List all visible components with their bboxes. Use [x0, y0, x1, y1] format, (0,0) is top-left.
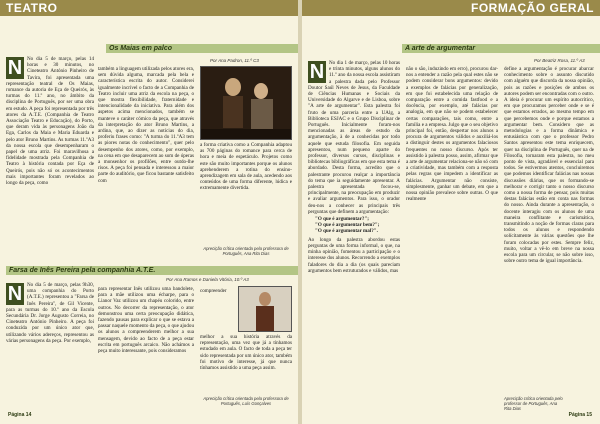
right-page: [302, 0, 600, 424]
article-column-1: N No dia 1 de março, pelas 10 horas e trinta minutos, alguns alunos do 11.º ano da nossa escola assistiram a palestra dada pelo Professor Doutor Saúl Neves de Jesus, da Faculdade de Ciências Humanas e Sociais da Universidade do Algarve e de Lisboa, sobre "A arte de argumentar". Esta palestra foi fruto de uma parceria entre a UAlg, a Biblioteca ESJAC e o Grupo Disciplinar de Português. Inicialmente foram-nos mencionadas as áreas de estudo da argumentação, à de a conhecidas por todo aquele que estuda filosofia. Em seguida apresentou, num pequeno aparte do professor, diversos cursos, disciplinas e bibliotecas bibliográficas em que esta tema é abordado. Desta forma, acredito que o palestrante procurou realçar a importância do tema que ia seguidamente apresentar. A palestra apresentada focou-se, principalmente, na preocupação em produzir e avaliar argumentos. Para isso, o orador deu-nos a conhecer as principais três perguntas que definem a argumentação: • "O que é argumentar?"; • "O que é argumentar bem?"; • "O que é argumentar mal?". Ao longo da palestra abordou estas perguntas de uma forma informal, o que, na minha opinião, fomentou a participação e o interesse dos alunos. Recorrendo a exemplos faladores do dia a dia (os quais pareciam argumentos bem estruturados e válidos, mas: [308, 60, 400, 416]
article-caption-right: Aprecição crítica orientada pelo professor de Português, Ana Rita Dias: [504, 396, 563, 411]
article-author-right: Por Beatriz Rosa, 11.º A3: [534, 58, 585, 63]
article-title-arte-argumentar: A arte de argumentar: [402, 44, 600, 53]
article1-caption: Aprecição crítica orientada pela professora de Português, Ana Rita Dias: [203, 246, 289, 256]
article-column-2: não o são, induzindo em erro), procurou dar-nos a entender a razão pela qual estes não se podem considerar bons argumentos: devido a exemplos de falácias por generalização, em que foi estabelecida uma relação de comparação entre a comida fastfood e a docência, por exemplo, até falácias por analogia, em que não se podem estabelecer certas comparações, tais como, entre a família e a empresa. Julgo que o seu objetivo principal foi, então, despertar nos alunos a procura de argumentos válidos e auxiliá-los a distinguir destes os argumentos falaciosos frequentes no nosso discurso. Após ter assistido à palestra posso, assim, afirmar que a arte de argumentar relaciona-se não só com a criatividade, mas também com a resposta pelas regras que impedem a identificar as falácias. Argumentar não consiste, simplesmente, ganhar um debate, em que a nossa opinião prevalece sobre outras. O que realmente: [406, 66, 498, 203]
article2-column-3a: [200, 304, 236, 334]
page-number-left: Página 14: [8, 412, 32, 418]
drop-cap-2: N: [7, 283, 23, 305]
article2-column-1: N No dia 5 de março, pelas 9h30, uma companhia do Porto (A.T.E.) representou a "Farsa de Inês Pereira", de Gil Vicente, para as turmas do 10.º ano da Escola Secundária Dr. Jorge Augusto Correia, no Cineteatro António Pinheiro. A peça foi conduzida por um único ator que, utilizando vários adereços, representou as várias personagens da peça. Por exemplo,: [6, 282, 94, 344]
article-column-3: define a argumentação é procurar abarcar conhecimento sobre o assunto discutido com alguém que discorda da nossa opinião, pois as razões e posições de ambos os autores podem ser encontradas com o outro. A ideia é procurar um espírito autocrítico, em que procuramos perceber onde e se é que estamos errados, ao mesmo tempo em que percebemos onde e porque estamos a argumentar bem. Considero que as metodologias e a forma dinâmica e entusiástica com que o professor Pedro Santos apresentou este tema enriquecem, quer na disciplina de Português, quer na de Filosofia, tornaram esta palestra, no meu ponto de vista, agradável e essencial para todos. Se estivermos atentos, concluiremos que podemos identificar falácias nas nossas discussões diárias, que os formando-se melhorar e corrigir tanto o nosso discurso como a nossa forma de pensar, pois muitas destas falácias estão em conta nas formas do nosso. Ainda durante a apresentação, o docente interagiu com os alunos de uma maneira conflitante e carismática, transmitindo a noção de formas claras para todos os alunos e respondendo solícitamente às várias questões que lhe foram colocadas por estes. Sempre feliz, muito, voltar a vê-lo em breve na nossa escola para um circular, se não sobre isso, sobre outro tema de igual importância.: [504, 66, 594, 265]
article2-column-2: para representar Inês utilizou uma bandolete, para a mãe utilizou uma écharpe, para o Lianor Vaz utilizou um chapéu colorido, entre outros. No decorrer da representação, o ator demonstrou uma certa preocupação didática, fazendo pausas para explicar o que se estava a passar naquele momento da peça, o que ajudou os alunos a compreenderem melhor a sua mensagem, devido ao facto de a peça estar escrita em português arcaico. Não achámos a peça muito interessante, pois consideramos: [98, 286, 194, 355]
list-item: • "O que é argumentar bem?";: [315, 222, 400, 228]
article2-author: Por Ana Ramos e Daniela Vitória, 10.º A3: [166, 277, 249, 282]
section-header-formacao-geral: FORMAÇÃO GERAL: [302, 0, 600, 16]
actor-photo: [238, 286, 292, 332]
drop-cap-right: N: [309, 61, 325, 83]
article2-column-3: melhor a sua história através da representação, uma vez que já a tínhamos estudado em aula. O facto de toda a peça ter sido representada por um único ator, também foi motivo de interesse, já que nunca tínhamos assistido a uma peça assim.: [200, 334, 292, 372]
left-page: [0, 0, 298, 424]
article-author: Por Ana Padron, 11.º C3: [210, 58, 259, 63]
article-title-os-maias: Os Maias em palco: [106, 44, 298, 53]
theatre-photo: [200, 66, 292, 140]
article1-column-3: a forma criativa como a Companhia adaptou as 700 páginas do romance para cerca de hora e meia de espetáculo. Projetos como este são muito importantes porque os alunos aprehenderem a rotina do ensino-aprendizagem em sala de aula, acedendo aos conteúdos de uma forma diferente, lúdica e extremamente divertida.: [200, 142, 292, 192]
article1-column-2: também a linguagem utilizada pelos atores era, sem dúvida alguma, marcada pela bela e característica escrita do autor. Considerei igualmente incrível o facto de a Companhia de Teatro incluir uma atriz da escola na peça, o que mostra flexibilidade, fraternidade e intencionalidade da iniciativa. Para além dos aspetos acima mencionados, também se manteve o caráter cómico da peça, que através da interpretação do ator Bruno Martins, a ardina, que, ao dizer as notícias do dia, proferiu frases como: "A turma do 11.ºA3 tem as piores notas do conhecimento", quer pelo desempenho dos atores, como, por exemplo, na cena em que desaparecem ao som de óperas a monsenhor os profilões, entre outdo-lhe risos. A peça foi pensada e interessou a maior parte do auditório, que ficou bastante satisfeito com: [98, 66, 194, 184]
actors-image: [201, 67, 291, 139]
article2-caption: Aprecição crítica orientada pela professora de Português, Luís Gonçalves: [203, 396, 289, 406]
list-item: • "O que é argumentar?";: [315, 216, 400, 222]
list-item: • "O que é argumentar mal?".: [315, 228, 400, 234]
article2-column-3-intro: compreender: [200, 288, 227, 294]
article1-column-1: N No dia 5 de março, pelas 14 horas e 30 minutos, no Cineteatro António Pinheiro de Tavira, foi apresentada uma representação teatral de Os Maias, romance da autoria de Eça de Queirós, às turmas do 11.º ano, no âmbito da disciplina de Português, por ser uma obra em estudo. A peça foi representada por três atores da A.T.E. (Companhia de Teatro Associação Teatro e Educação), do Porto, que deram vida às personagens João da Ega, Carlos da Maia e Maria Eduarda e pelo ator Bruno Martins. As turmas 11.ºA3 da nossa escola que desempenharam o papel de uma atriz. Foi maravilhosa a fidelidade mostrada pela Companhia de Teatro à história contada por Eça de Queirós, pois não só os acontecimentos mais importantes foram revelados ao longo da peça, como: [6, 56, 94, 187]
actor-image: [239, 287, 291, 331]
page-number-right: Página 15: [568, 412, 592, 418]
argument-questions-list: [308, 216, 400, 235]
article-title-farsa: Farsa de Inês Pereira pela companhia A.T.E.: [6, 266, 298, 275]
section-header-teatro: TEATRO: [0, 0, 298, 16]
drop-cap: N: [7, 57, 23, 79]
